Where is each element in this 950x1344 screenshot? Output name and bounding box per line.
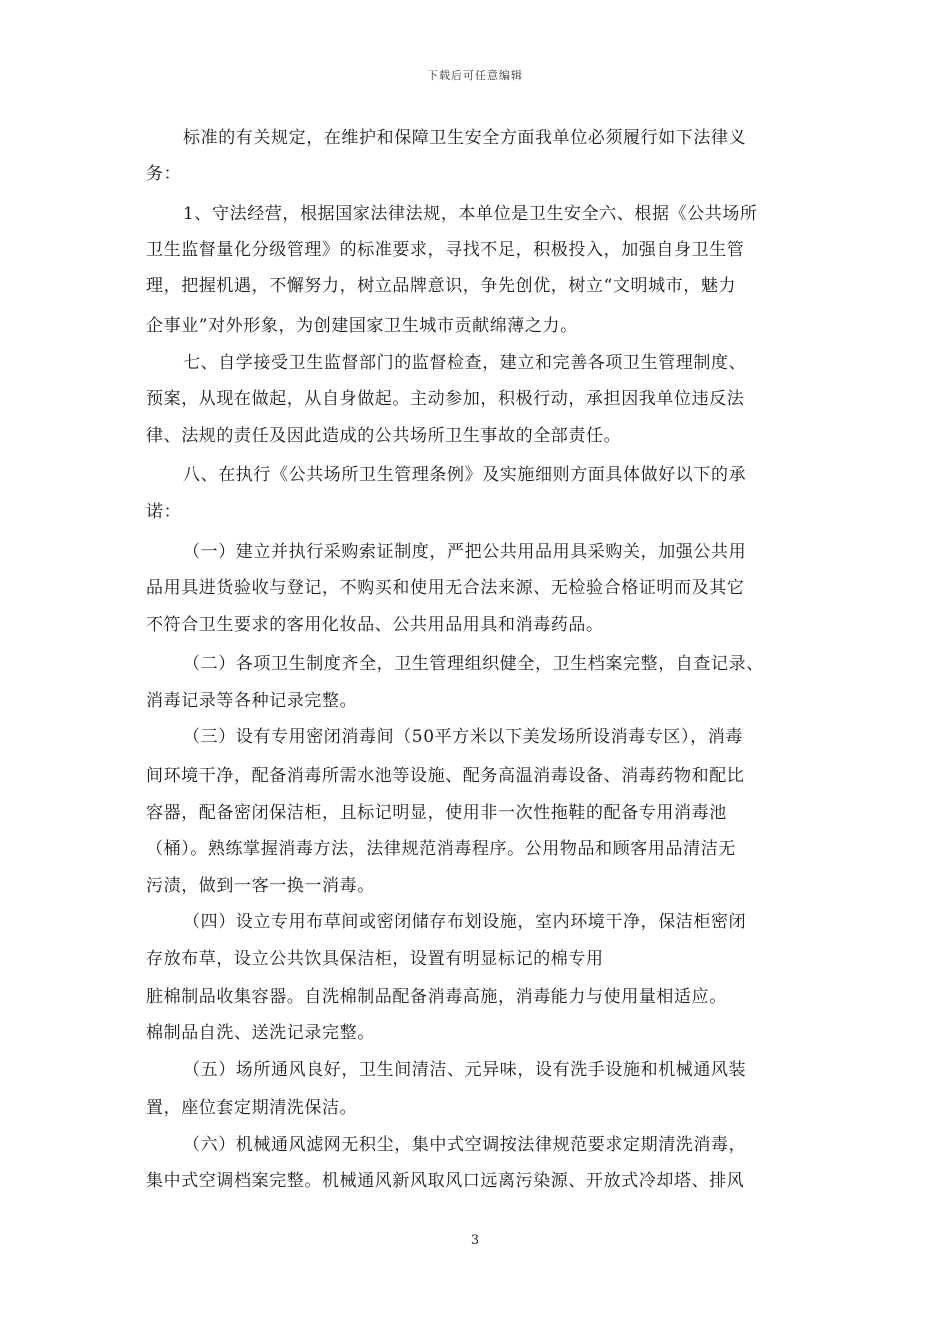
text-line: 集中式空调档案完整。机械通风新风取风口远离污染源、开放式冷却塔、排风 [146, 1171, 745, 1191]
text-line: （三）设有专用密闭消毒间（50平方米以下美发场所设消毒专区），消毒 [183, 727, 743, 747]
text-line: 1、守法经营，根据国家法律法规，本单位是卫生安全六、根据《公共场所 [183, 204, 758, 224]
text-line: 卫生监督量化分级管理》的标准要求，寻找不足，积极投入，加强自身卫生管 [146, 240, 745, 260]
page-header: 下载后可任意编辑 [427, 69, 523, 82]
text-line: （二）各项卫生制度齐全，卫生管理组织健全，卫生档案完整，自查记录、 [183, 654, 764, 674]
text-line: 预案，从现在做起，从自身做起。主动参加，积极行动，承担因我单位违反法 [146, 389, 745, 409]
text-line: 间环境干净，配备消毒所需水池等设施、配务高温消毒设备、消毒药物和配比 [146, 766, 745, 786]
text-line: （五）场所通风良好，卫生间清洁、元异味，设有洗手设施和机械通风装 [183, 1060, 747, 1080]
text-line: 诺： [146, 502, 182, 522]
page-number: 3 [470, 1233, 480, 1248]
text-line: 企事业”对外形象，为创建国家卫生城市贡献绵薄之力。 [146, 316, 578, 336]
text-line: 品用具进货验收与登记，不购买和使用无合法来源、无检验合格证明而及其它 [146, 578, 745, 598]
text-line: 七、自学接受卫生监督部门的监督检查，建立和完善各项卫生管理制度、 [183, 353, 747, 373]
text-line: （一）建立并执行采购索证制度，严把公共用品用具采购关，加强公共用 [183, 542, 747, 562]
text-line: 律、法规的责任及因此造成的公共场所卫生事故的全部责任。 [146, 426, 622, 446]
text-line: 容器，配备密闭保洁柜，且标记明显，使用非一次性拖鞋的配备专用消毒池 [146, 803, 727, 823]
text-line: 棉制品自洗、送洗记录完整。 [146, 1023, 375, 1043]
text-line: 标准的有关规定，在维护和保障卫生安全方面我单位必须履行如下法律义 [183, 128, 747, 148]
text-line: 务： [146, 164, 182, 184]
text-line: （四）设立专用布草间或密闭储存布划设施，室内环境干净，保洁柜密闭 [183, 912, 747, 932]
text-line: 脏棉制品收集容器。自洗棉制品配备消毒高施，消毒能力与使用量相适应。 [146, 987, 727, 1007]
text-line: 消毒记录等各种记录完整。 [146, 691, 358, 711]
text-line: 存放布草，设立公共饮具保洁柜，设置有明显标记的棉专用 [146, 949, 604, 969]
text-line: 理，把握机遇，不懈努力，树立品牌意识，争先创优，树立“文明城市，魅力 [146, 276, 737, 296]
text-line: 置，座位套定期清洗保洁。 [146, 1098, 358, 1118]
text-line: 污渍，做到一客一换一消毒。 [146, 876, 375, 896]
text-line: 不符合卫生要求的客用化妆品、公共用品用具和消毒药品。 [146, 615, 604, 635]
text-line: （六）机械通风滤网无积尘，集中式空调按法律规范要求定期清洗消毒， [183, 1135, 747, 1155]
text-line: （桶）。熟练掌握消毒方法，法律规范消毒程序。公用物品和顾客用品清洁无 [146, 839, 736, 859]
text-line: 八、在执行《公共场所卫生管理条例》及实施细则方面具体做好以下的承 [183, 465, 747, 485]
